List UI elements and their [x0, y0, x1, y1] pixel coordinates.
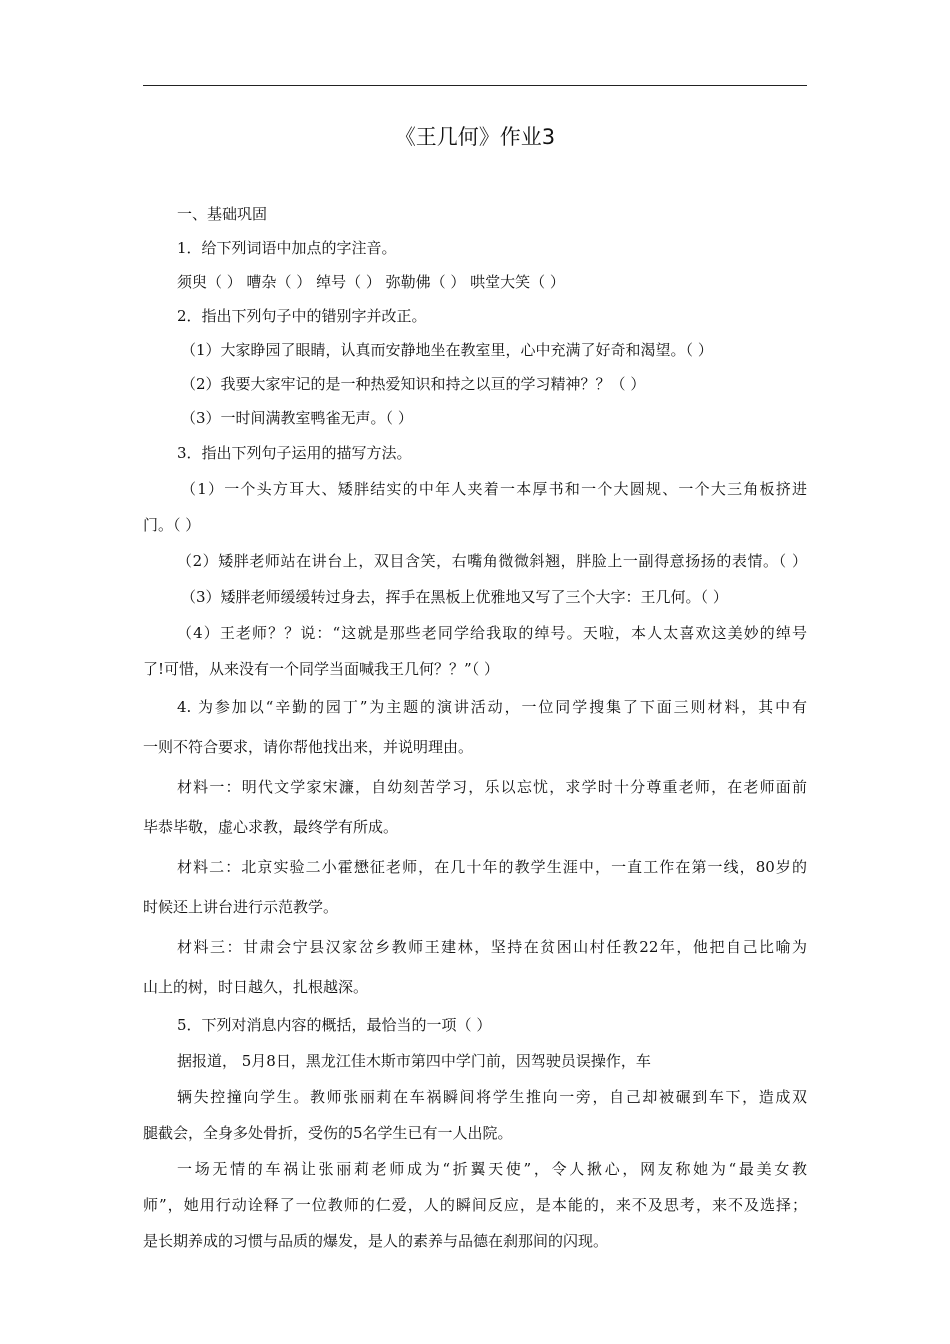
document-body — [143, 197, 807, 1259]
question-3-item-2: （2）矮胖老师站在讲台上，双目含笑，右嘴角微微斜翘，胖脸上一副得意扬扬的表情。（ ） — [177, 552, 807, 570]
header-rule — [143, 85, 807, 86]
question-2-item-1: （1）大家睁园了眼睛，认真而安静地坐在教室里，心中充满了好奇和渴望。（ ） — [181, 341, 713, 359]
question-1: 1．给下列词语中加点的字注音。 — [177, 239, 397, 257]
question-1-words: 须臾（ ） 嘈杂（ ） 绰号（ ） 弥勒佛（ ） 哄堂大笑（ ） — [177, 273, 565, 291]
document-title: 《王几何》作业3 — [394, 125, 556, 149]
section-heading: 一、基础巩固 — [177, 205, 268, 223]
question-3-item-4-cont: 了!可惜，从来没有一个同学当面喊我王几何？？”（ ） — [143, 660, 499, 678]
question-3-item-4: （4）王老师？？说：“这就是那些老同学给我取的绰号。天啦，本人太喜欢这美妙的绰号 — [177, 624, 807, 642]
news-line-5: 师”，她用行动诠释了一位教师的仁爱，人的瞬间反应，是本能的，来不及思考，来不及选择； — [143, 1196, 807, 1214]
question-4: 4. 为参加以“辛勤的园丁”为主题的演讲活动，一位同学搜集了下面三则材料，其中有 — [177, 698, 807, 716]
question-3-item-1-cont: 门。（ ） — [143, 516, 201, 534]
material-2-cont: 时候还上讲台进行示范教学。 — [143, 898, 339, 916]
question-5: 5．下列对消息内容的概括，最恰当的一项（ ） — [177, 1016, 492, 1034]
question-2-item-3: （3）一时间满教室鸭雀无声。（ ） — [181, 409, 413, 427]
question-2-item-2: （2）我要大家牢记的是一种热爱知识和持之以亘的学习精神？？（ ） — [181, 375, 646, 393]
material-3-cont: 山上的树，时日越久，扎根越深。 — [143, 978, 369, 996]
question-3-item-3: （3）矮胖老师缓缓转过身去，挥手在黑板上优雅地又写了三个大字：王几何。（ ） — [181, 588, 728, 606]
material-1: 材料一：明代文学家宋濂，自幼刻苦学习，乐以忘忧，求学时十分尊重老师，在老师面前 — [177, 778, 807, 796]
question-3: 3．指出下列句子运用的描写方法。 — [177, 444, 412, 462]
news-line-6: 是长期养成的习惯与品质的爆发，是人的素养与品德在刹那间的闪现。 — [143, 1232, 609, 1250]
question-2: 2．指出下列句子中的错别字并改正。 — [177, 307, 427, 325]
news-line-2: 辆失控撞向学生。教师张丽莉在车祸瞬间将学生推向一旁，自己却被碾到车下，造成双 — [177, 1088, 807, 1106]
material-2: 材料二：北京实验二小霍懋征老师，在几十年的教学生涯中，一直工作在第一线，80岁的 — [177, 858, 807, 876]
question-4-cont: 一则不符合要求，请你帮他找出来，并说明理由。 — [143, 738, 474, 756]
material-3: 材料三：甘肃会宁县汉家岔乡教师王建林，坚持在贫困山村任教22年，他把自己比喻为 — [177, 938, 807, 956]
news-line-1: 据报道， 5月8日，黑龙江佳木斯市第四中学门前，因驾驶员误操作，车 — [177, 1052, 651, 1070]
news-line-3: 腿截会，全身多处骨折，受伤的5名学生已有一人出院。 — [143, 1124, 513, 1142]
question-3-item-1: （1）一个头方耳大、矮胖结实的中年人夹着一本厚书和一个大圆规、一个大三角板挤进 — [181, 480, 807, 498]
material-1-cont: 毕恭毕敬，虚心求教，最终学有所成。 — [143, 818, 399, 836]
news-line-4: 一场无情的车祸让张丽莉老师成为“折翼天使”，令人揪心，网友称她为“最美女教 — [177, 1160, 807, 1178]
